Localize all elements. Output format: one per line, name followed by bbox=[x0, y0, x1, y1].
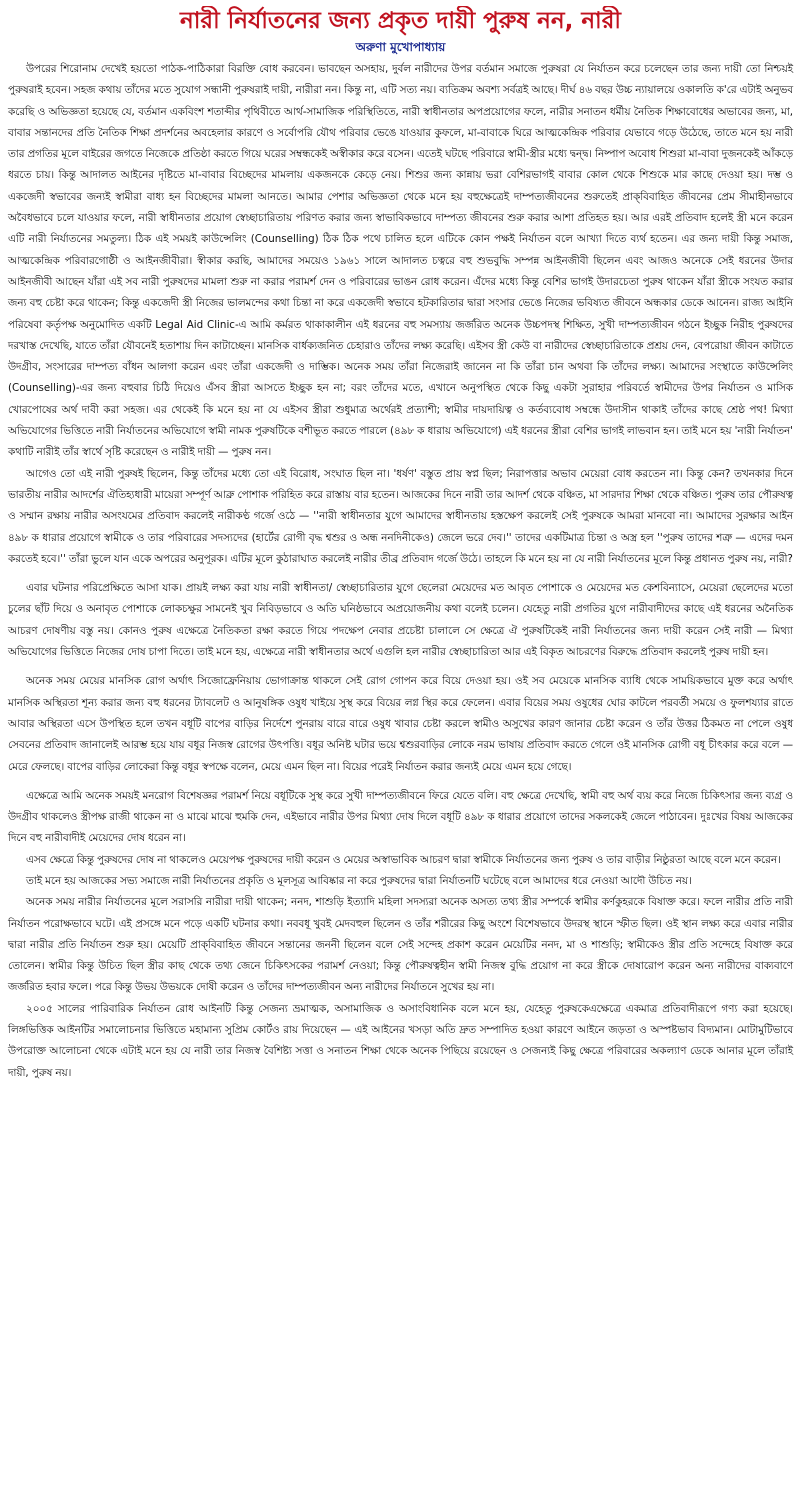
article-author: অরুণা মুখোপাধ্যায় bbox=[355, 40, 446, 54]
article-title: নারী নির্যাতনের জন্য প্রকৃত দায়ী পুরুষ নন, নারী bbox=[180, 8, 621, 34]
paragraph-8: অনেক সময় নারীর নির্যাতনের মূলে সরাসরি নারীরা দায়ী থাকেন; ননদ, শাশুড়ি ইত্যাদি মহিলা সদস্যরা অনেক অসত্য তথ্য স্ত্রীর সম্পর্কে স্বামীর কর্ণকুহরকে বিষাক্ত করে। ফলে নারীর প্রতি নারী নির্যাতন পরোক্ষভাবে ঘটে। এই প্রসঙ্গে মনে পড়ে একটি ঘটনার কথা। নববধূ খুবই মেদবহুল ছিলেন ও তাঁর শরীরের কিছু অংশে বিশেষভাবে উদরস্থ স্থানে স্ফীত ছিল। ওই স্থান লক্ষ্য করে এবার নারীর দ্বারা নারীর প্রতি নির্যাতন শুরু হয়। মেয়েটি প্রাক্‌বিবাহিত জীবনে সন্তানের জননী ছিলেন বলে সেই সন্দেহ প্রকাশ করেন মেয়েটির ননদ, মা ও শাশুড়ি; স্বামীকেও স্ত্রীর প্রতি সন্দেহে বিষাক্ত করে তোলেন। স্বামীর কিন্তু উচিত ছিল স্ত্রীর কাছ থেকে তথ্য জেনে চিকিৎসকের পরামর্শ নেওয়া; কিন্তু পৌরুষত্বহীন স্বামী নিজস্ব বুদ্ধি প্রয়োগ না করে স্ত্রীকে দোষারোপ করেন অন্য নারীদের বাক্যবাণে জর্জরিত হবার ফলে। পরে কিন্তু উভয় উভয়কে দোষী করেন ও তাঁদের দাম্পত্যজীবন অন্য নারীদের নির্যাতনে সুখের হয় না। bbox=[8, 896, 793, 994]
paragraph-4: অনেক সময় মেয়ের মানসিক রোগ অর্থাৎ সিজোফ্রেনিয়ায় ভোগাক্রান্ত থাকলে সেই রোগ গোপন করে বিয়ে দেওয়া হয়। ওই সব মেয়েকে মানসিক ব্যাধি থেকে সাময়িকভাবে মুক্ত করে অর্থাৎ মানসিক অস্থিরতা শূন্য করার জন্য বহু ধরনের ট্যাবলেট ও আনুষঙ্গিক ওষুধ খাইয়ে সুস্থ করে বিয়ের লগ্ন স্থির করে ফেলেন। এবার বিয়ের সময় ওষুধের ঘোর কাটলে পরবর্তী সময়ে ও ফুলশয্যার রাতে আবার অস্থিরতা এসে উপস্থিত হলে তখন বধূটি বাপের বাড়ির নির্দেশে পুনরায় বারে বারে ওষুধ খাবার চেষ্টা করলে স্বামীও অসুখের কারণ জানার চেষ্টা করেন ও তাঁর উত্তর ঠিকমত না পেলে ওষুধ সেবনের প্রতিবাদ জানালেই আরম্ভ হয়ে যায় বধূর নিজস্ব রোগের উৎপত্তি। বধূর অনিষ্ট ঘটার ভয়ে শ্বশুরবাড়ির লোকে নরম ভাষায় প্রতিবাদ করতে গেলে ওই মানসিক রোগী বধূ চীৎকার করে বলে — মেরে ফেলছে। বাপের বাড়ির লোকেরা কিন্তু বধূর স্বপক্ষে বলেন, মেয়ে এমন ছিল না। বিয়ের পরেই নির্যাতন করার জন্যই মেয়ে এমন হয়ে গেছে। bbox=[8, 675, 793, 773]
paragraph-1: উপরের শিরোনাম দেখেই হয়তো পাঠক-পাঠিকারা বিরক্তি বোধ করবেন। ভাবছেন অসহায়, দুর্বল নারীদের উপর বর্তমান সমাজে পুরুষরা যে নির্যাতন করে চলেছেন তার জন্য দায়ী তো নিশ্চয়ই পুরুষরাই হবেন। সহজ কথায় তাঁদের মতে সুযোগ সন্ধানী পুরুষরাই দায়ী, নারীরা নন। কিন্তু না, এটি সত্য নয়। ব্যতিক্রম অবশ্য সর্বত্রই আছে। দীর্ঘ ৪৬ বছর উচ্চ ন্যায়ালয়ে ওকালতি ক'রে এটাই অনুভব করেছি ও অভিজ্ঞতা হয়েছে যে, বর্তমান একবিংশ শতাব্দীর পৃথিবীতে আর্থ-সামাজিক পরিস্থিতিতে, নারী স্বাধীনতার অপপ্রয়োগের ফলে, নারীর সনাতন ধর্মীয় নৈতিক শিক্ষাবোধের অভাবের জন্য, মা, বাবার সন্তানদের প্রতি নৈতিক শিক্ষা প্রদর্শনের অবহেলার কারণে ও সর্বোপরি যৌথ পরিবার ভেঙে যাওয়ার কুফলে, মা-বাবাকে ঘিরে আত্মকেন্দ্রিক পরিবার যেভাবে গড়ে উঠেছে, তাতে মনে হয় নারী তার প্রগতির মূলে বাইরের জগতে নিজেকে প্রতিষ্ঠা করতে গিয়ে ঘরের সম্বন্ধকেই অস্বীকার করে বসেন। এতেই ঘটছে পরিবারে স্বামী-স্ত্রীর মধ্যে দ্বন্দ্ব। নিষ্পাপ অবোধ শিশুরা মা-বাবা দুজনকেই আঁকড়ে ধরতে চায়। কিন্তু আদালত আইনের দৃষ্টিতে মা-বাবার বিচ্ছেদের মামলায় একজনকে কেড়ে নেয়। শিশুর জন্য কান্নায় ভরা বেশিরভাগই বাবার কোল থেকে শিশুকে মার কাছে দেওয়া হয়। দম্ভ ও একজেদী স্বভাবের জন্যই স্বামীরা বাধ্য হন বিচ্ছেদের মামলা আনতে। আমার পেশার অভিজ্ঞতা থেকে মনে হয় বহুক্ষেত্রেই দাম্পত্যজীবনের শুরুতেই প্রাক্‌বিবাহিত জীবনের প্রেম সীমাহীনভাবে অবৈধভাবে চলে যাওয়ার ফলে, নারী স্বাধীনতার প্রয়োগ স্বেচ্ছাচারিতায় পরিণত করার জন্য স্বাভাবিকভাবে দাম্পত্য জীবনের শুরু করার আশা প্রতিহত হয়। আর এরই প্রতিবাদ হলেই স্ত্রী মনে করেন এটি নারী নির্যাতনের সমতুল্য। ঠিক এই সময়ই কাউন্সেলিং (Counselling) ঠিক ঠিক পথে চালিত হলে এটিকে কোন পক্ষই নির্যাতন বলে আখ্যা দিতে ব্যর্থ হতেন। এর জন্য দায়ী কিন্তু সমাজ, আত্মকেন্দ্রিক পরিবারগোষ্ঠী ও আইনজীবীরা। স্বীকার করছি, আমাদের সময়েও ১৯৬১ সালে আদালত চত্বরে বহু শুভবুদ্ধি সম্পন্ন আইনজীবী ছিলেন এবং আজও অনেকে সেই ধরনের উদার আইনজীবী আছেন যাঁরা এই সব নারী পুরুষদের মামলা শুরু না করার পরামর্শ দেন ও পরিবারের ভাঙন রোধ করেন। এঁদের মধ্যে কিন্তু বেশির ভাগই উদারচেতা পুরুষ থাকেন যাঁরা স্ত্রীকে সংযত করার জন্য বহু চেষ্টা করে থাকেন; কিন্তু একজেদী স্ত্রী নিজের ভালমন্দের কথা চিন্তা না করে একজেদী স্বভাবে হটকারিতার দ্বারা সংসার ভেঙে নিজের ভবিষ্যত জীবনে অন্ধকার ডেকে আনেন। রাজ্য আইনি পরিষেবা কর্তৃপক্ষ অনুমোদিত একটি Legal Aid Clinic-এ আমি কর্মরত থাকাকালীন এই ধরনের বহু সমস্যায় জর্জরিত অনেক উচ্চপদস্থ শিক্ষিত, সুখী দাম্পত্যজীবন গঠনে ইচ্ছুক নিরীহ পুরুষদের দরখাস্ত দেখেছি, যাতে তাঁরা যৌবনেই হতাশায় দিন কাটাচ্ছেন। মানসিক বার্ধক্যজনিত চেহারাও তাঁদের লক্ষ্য করেছি। এইসব স্ত্রী কেউ বা নারীদের স্বেচ্ছাচারিতাকে প্রশ্রয় দেন, বেপরোয়া জীবন কাটাতে উদগ্রীব, সংসারের দাম্পত্য বাঁধন আলগা করেন এবং তাঁরা একজেদী ও দাম্ভিক। অনেক সময় তাঁরা নিজেরাই জানেন না কি তাঁরা চান অথবা কি তাঁদের লক্ষ্য। আমাদের সংস্থাতে কাউন্সেলিং (Counselling)-এর জন্য বহুবার চিঠি দিয়েও এঁসব স্ত্রীরা আসতে ইচ্ছুক হন না; বরং তাঁদের মতে, এখানে অনুপস্থিত থেকে কিছু একটা সুরাহার পরিবর্তে স্বামীদের উপর নির্যাতন ও মাসিক খোরপোষের অর্থ দাবী করা সহজ। এর থেকেই কি মনে হয় না যে এইসব স্ত্রীরা শুধুমাত্র অর্থেরই প্রত্যাশী; স্বামীর দায়দায়িত্ব ও কর্তব্যবোধ সম্বন্ধে উদাসীন থাকাই তাঁদের কাছে শ্রেষ্ঠ পথ! মিথ্যা অভিযোগের ভিত্তিতে নারী নির্যাতনের অভিযোগে স্বামী নামক পুরুষটিকে বশীভূত করতে পারলে (৪৯৮ ক ধারায় অভিযোগে) এই ধরনের স্ত্রীরা বেশির ভাগই লাভবান হন। তাই মনে হয় 'নারী নির্যাতন' কথাটি নারীই তাঁর স্বার্থে সৃষ্টি করেছেন ও নারীই দায়ী — পুরুষ নন। bbox=[8, 63, 793, 459]
paragraph-9: ২০০৫ সালের পারিবারিক নির্যাতন রোধ আইনটি কিন্তু সেজন্য ভ্রমাত্মক, অসামাজিক ও অসাংবিধানিক বলে মনে হয়, যেহেতু পুরুষকেএক্ষেত্রে একমাত্র প্রতিবাদীরূপে গণ্য করা হয়েছে। লিঙ্গভিত্তিক আইনটির সমালোচনার ভিত্তিতে মহামান্য সুপ্রিম কোর্টও রায় দিয়েছেন — এই আইনের খসড়া অতি দ্রুত সম্পাদিত হওয়া কারণে আইনে জড়তা ও অস্পষ্টভাব বিদ্যমান। মোটামুটিভাবে উপরোক্ত আলোচনা থেকে এটাই মনে হয় যে নারী তার নিজস্ব বৈশিষ্ট্য সত্তা ও সনাতন শিক্ষা থেকে অনেক পিছিয়ে রয়েছেন ও সেজন্যই কিছু ক্ষেত্রে পরিবারের অকল্যাণ ডেকে আনার মূলে তাঁরাই দায়ী, পুরুষ নয়। bbox=[8, 1002, 793, 1079]
paragraph-7: তাই মনে হয় আজকের সভ্য সমাজে নারী নির্যাতনের প্রকৃতি ও মূলসূত্র আবিষ্কার না করে পুরুষদের দ্বারা নির্যাতনটি ঘটেছে বলে আমাদের ধরে নেওয়া আদৌ উচিত নয়। bbox=[26, 874, 692, 887]
paragraph-6: এসব ক্ষেত্রে কিন্তু পুরুষদের দোষ না থাকলেও মেয়েপক্ষ পুরুষদের দায়ী করেন ও মেয়ের অস্বাভাবিক আচরণ দ্বারা স্বামীকে নির্যাতনের জন্য পুরুষ ও তার বাড়ীর নিষ্ঠুরতা আছে বলে মনে করেন। bbox=[26, 853, 781, 866]
paragraph-5: এক্ষেত্রে আমি অনেক সময়ই মনরোগ বিশেষজ্ঞর পরামর্শ নিয়ে বধূটিকে সুস্থ করে সুখী দাম্পত্যজীবনে ফিরে যেতে বলি। বহু ক্ষেত্রে দেখেছি, স্বামী বহু অর্থ ব্যয় করে নিজে চিকিৎসার জন্য ব্যগ্র ও উদগ্রীব থাকলেও স্ত্রীপক্ষ রাজী থাকেন না ও মাঝে মাঝে হুমকি দেন, এইভাবে নারীর উপর মিথ্যা দোষ দিলে বধূটি ৪৯৮ ক ধারার প্রয়োগে তাদের সকলকেই জেলে পাঠাবেন। দুঃখের বিষয় আজকের দিনে বহু নারীবাদীই মেয়েদের দোষ ধরেন না। bbox=[8, 789, 793, 845]
paragraph-2: আগেও তো এই নারী পুরুষই ছিলেন, কিন্তু তাঁদের মধ্যে তো এই বিরোধ, সংঘাত ছিল না। 'ধর্ষণ' বস্তুত প্রায় স্বপ্ন ছিল; নিরাপত্তার অভাব মেয়েরা বোধ করতেন না। কিন্তু কেন? তখনকার দিনে ভারতীয় নারীর আদর্শের ঐতিহ্যধারী মায়েরা সম্পূর্ণ আব্রু পোশাক পরিহিত করে রাস্তায় বার হতেন। আজকের দিনে নারী তার আদর্শ থেকে বঞ্চিত, মা সারদার শিক্ষা থেকে বঞ্চিত। পুরুষ তার পৌরুষত্ব ও সম্মান রক্ষায় নারীর অসংযমের প্রতিবাদ করলেই নারীকণ্ঠ গর্জে ওঠে — ''নারী স্বাধীনতার যুগে আমাদের স্বাধীনতায় হস্তক্ষেপ করলেই সেই পুরুষকে আমরা মানবো না। আমাদের সুরক্ষার আইন ৪৯৮ ক ধারার প্রয়োগে স্বামীকে ও তার পরিবারের সদস্যদের (হার্টের রোগী বৃদ্ধ শ্বশুর ও অন্ধ ননদিনীকেও) জেলে ভরে দেব।'' তাদের একটিমাত্র চিন্তা ও অস্ত্র হল ''পুরুষ তাদের শত্রু — এদের দমন করতেই হবে।'' তাঁরা ভুলে যান একে অপরের অনুপূরক। এটির মূলে কুঠারাঘাত করলেই নারীর তীব্র প্রতিবাদ গর্জে উঠে। তাহলে কি মনে হয় না যে নারী নির্যাতনের মূলে কিন্তু প্রধানত পুরুষ নয়, নারী? bbox=[8, 467, 793, 565]
article-body bbox=[8, 59, 793, 1084]
paragraph-3: এবার ঘটনার পরিপ্রেক্ষিতে আসা যাক। প্রায়ই লক্ষ্য করা যায় নারী স্বাধীনতা/ স্বেচ্ছাচারিতার যুগে ছেলেরা মেয়েদের মত আবৃত পোশাকে ও মেয়েদের মত কেশবিন্যাসে, মেয়েরা ছেলেদের মতো চুলের ছাঁট দিয়ে ও অনাবৃত পোশাকে লোকচক্ষুর সামনেই খুব নিবিড়ভাবে ও অতি ঘনিষ্ঠভাবে অপ্রয়োজনীয় কথা বলেই চলেন। যেহেতু নারী প্রগতির যুগে নারীবাদীদের কাছে এই ধরনের অনৈতিক আচরণ দোষণীয় বস্তু নয়। কোনও পুরুষ এক্ষেত্রে নৈতিকতা রক্ষা করতে গিয়ে পদক্ষেপ নেবার প্রচেষ্টা চালালে সে ক্ষেত্রে ঐ পুরুষটিকেই নারী নির্যাতনের জন্য দায়ী করেন সেই নারী — মিথ্যা অভিযোগের ভিত্তিতে নিজের দোষ চাপা দিতে। তাই মনে হয়, এক্ষেত্রে নারী স্বাধীনতার অর্থে এগুলি হল নারীর স্বেচ্ছাচারিতা আর এই বিকৃত আচরণের বিরুদ্ধে প্রতিবাদ করলেই পুরুষ দায়ী হন। bbox=[8, 582, 793, 659]
